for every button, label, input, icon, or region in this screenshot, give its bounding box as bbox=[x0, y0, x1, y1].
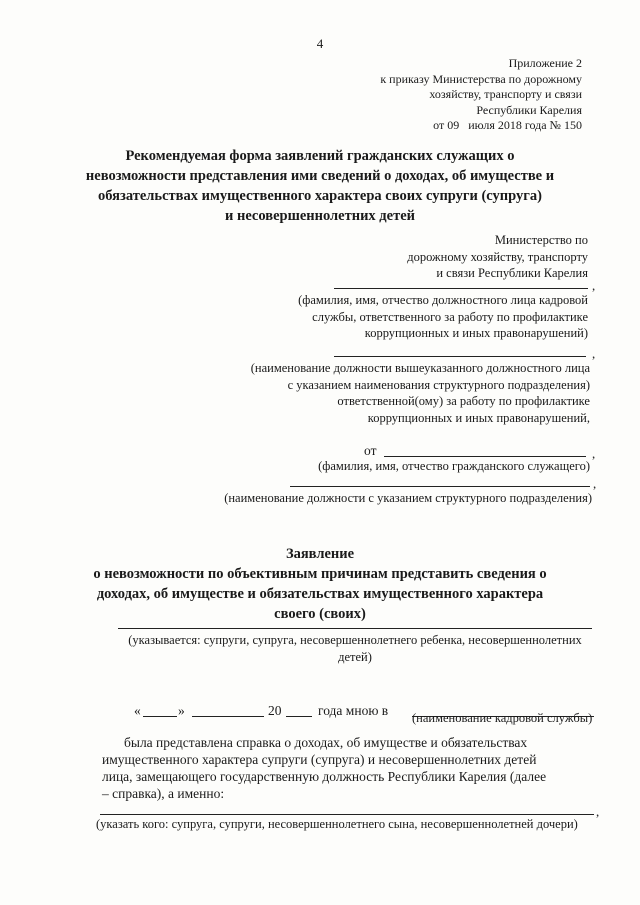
statement-body bbox=[102, 734, 602, 802]
comma: , bbox=[596, 804, 600, 819]
title-line: обязательствах имущественного характера своих супруги (супруга) bbox=[98, 188, 542, 204]
employee-name-line[interactable] bbox=[384, 456, 586, 457]
comma: , bbox=[592, 446, 596, 461]
appendix-line: Приложение 2 bbox=[508, 56, 582, 70]
date-close-quote: » bbox=[178, 703, 185, 718]
title-line: и несовершеннолетних детей bbox=[224, 208, 415, 224]
body-line: лица, замещающего государственную должность Республики Карелия (далее bbox=[102, 769, 547, 784]
from-label: от bbox=[364, 443, 377, 458]
employee-hint: (фамилия, имя, отчество гражданского служащего) bbox=[318, 459, 590, 473]
comma: , bbox=[593, 476, 597, 491]
relatives-line[interactable] bbox=[118, 628, 592, 629]
who-hint: (указать кого: супруга, супруги, несовершеннолетнего сына, несовершеннолетней дочери) bbox=[96, 817, 578, 831]
relatives-hint bbox=[90, 632, 620, 665]
page-number: 4 bbox=[316, 36, 324, 51]
day-line[interactable] bbox=[143, 716, 177, 717]
official-hint bbox=[228, 292, 588, 342]
comma: , bbox=[592, 346, 596, 361]
ministry-line: и связи Республики Карелия bbox=[436, 266, 588, 280]
hint-line: коррупционных и иных правонарушений) bbox=[364, 326, 588, 340]
hint-line: (наименование должности вышеуказанного должностного лица bbox=[250, 361, 590, 375]
hint-line: (фамилия, имя, отчество должностного лица кадровой bbox=[298, 293, 588, 307]
ministry-line: Министерство по bbox=[494, 233, 588, 247]
hint-line: ответственной(ому) за работу по профилактике bbox=[337, 394, 590, 408]
date-open-quote: « bbox=[134, 703, 141, 718]
hr-hint: (наименование кадровой службы) bbox=[412, 711, 593, 725]
statement-title-line: о невозможности по объективным причинам представить сведения о bbox=[93, 566, 547, 582]
body-line: имущественного характера супруги (супруга) и несовершеннолетних детей bbox=[102, 752, 537, 767]
statement-title-line: своего (своих) bbox=[274, 606, 366, 622]
hint-line: (указывается: супруги, супруга, несовершеннолетнего ребенка, несовершеннолетних bbox=[128, 633, 582, 647]
statement-title-line: Заявление bbox=[285, 546, 355, 562]
official-position-line[interactable] bbox=[334, 356, 586, 357]
document-title bbox=[60, 146, 580, 226]
hint-line: службы, ответственного за работу по профилактике bbox=[312, 309, 588, 324]
appendix-block bbox=[380, 56, 582, 134]
statement-title-line: доходах, об имуществе и обязательствах имущественного характера bbox=[96, 586, 544, 602]
body-line: была представлена справка о доходах, об имуществе и обязательствах bbox=[124, 735, 528, 750]
appendix-line: Республики Карелия bbox=[476, 102, 582, 117]
position-hint bbox=[170, 360, 590, 426]
comma: , bbox=[592, 278, 596, 293]
appendix-line: хозяйству, транспорту и связи bbox=[429, 87, 582, 101]
appendix-line: от 09 июля 2018 года № 150 bbox=[433, 118, 582, 132]
appendix-line: к приказу Министерства по дорожному bbox=[380, 71, 582, 86]
hint-line: с указанием наименования структурного подразделения) bbox=[287, 377, 590, 392]
ministry-line: дорожному хозяйству, транспорту bbox=[407, 249, 588, 264]
employee-position-line[interactable] bbox=[290, 486, 590, 487]
addressee-ministry bbox=[407, 232, 588, 282]
official-name-line[interactable] bbox=[334, 288, 588, 289]
body-line: – справка), а именно: bbox=[102, 786, 225, 801]
who-line[interactable] bbox=[100, 814, 594, 815]
month-line[interactable] bbox=[192, 716, 264, 717]
title-line: Рекомендуемая форма заявлений гражданских служащих о bbox=[125, 148, 515, 164]
year-suffix: года мною в bbox=[318, 703, 389, 718]
year-prefix: 20 bbox=[268, 703, 282, 718]
employee-position-hint: (наименование должности с указанием структурного подразделения) bbox=[224, 491, 592, 505]
statement-title bbox=[60, 544, 580, 624]
hint-line: детей) bbox=[338, 649, 372, 664]
title-line: невозможности представления ими сведений о доходах, об имуществе и bbox=[85, 168, 555, 184]
year-line[interactable] bbox=[286, 716, 312, 717]
hint-line: коррупционных и иных правонарушений, bbox=[367, 410, 590, 425]
